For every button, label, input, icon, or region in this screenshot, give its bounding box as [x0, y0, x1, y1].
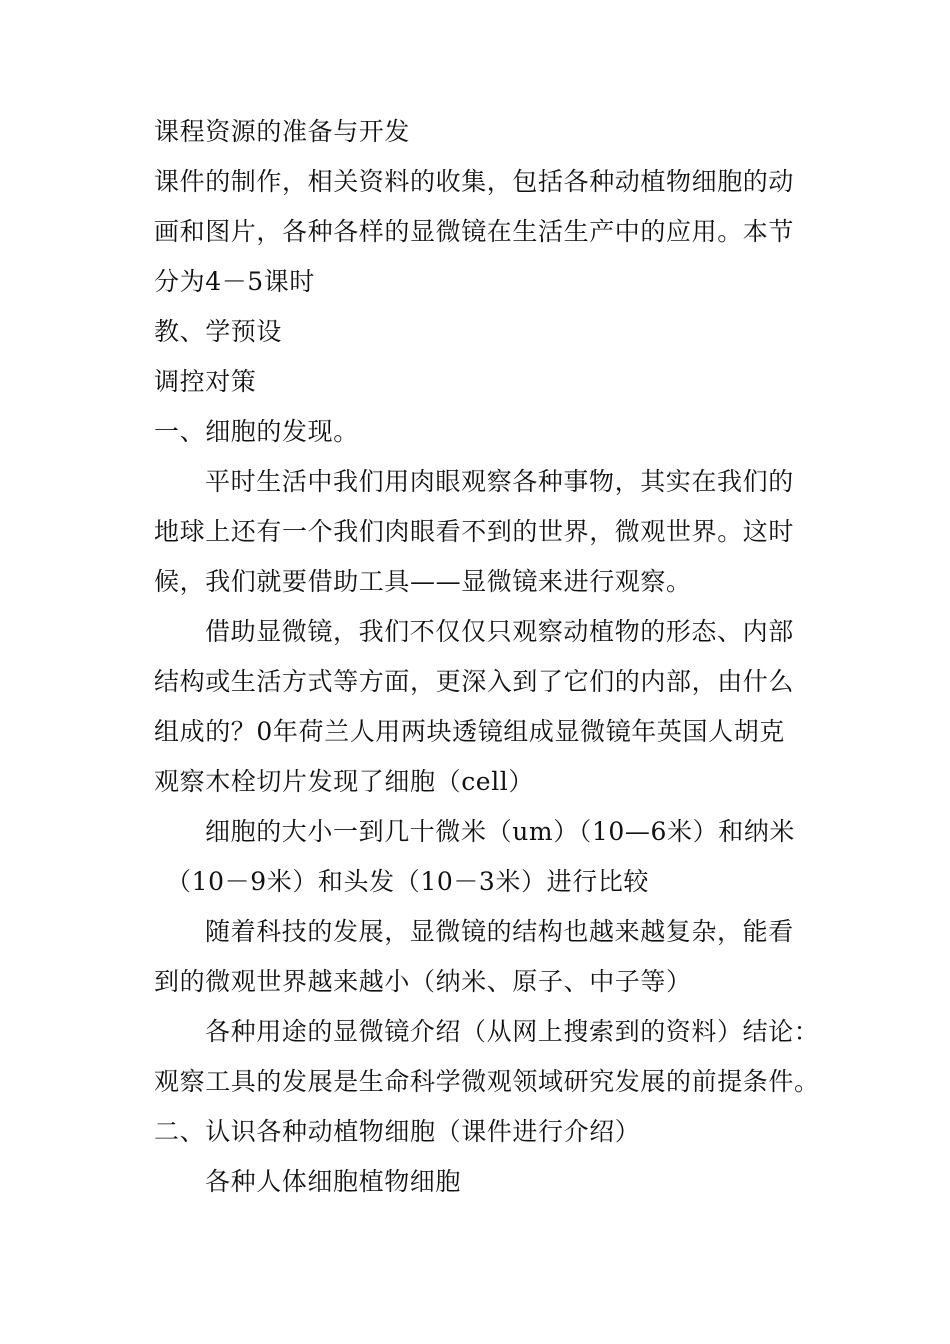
- paragraph-line: 结构或生活方式等方面，更深入到了它们的内部，由什么: [154, 667, 795, 696]
- paragraph-line: 画和图片，各种各样的显微镜在生活生产中的应用。本节: [154, 217, 795, 246]
- section-heading-cell-discovery: 一、细胞的发现。: [154, 417, 359, 446]
- paragraph-line: 分为4－5课时: [154, 267, 316, 296]
- paragraph-line: 随着科技的发展，显微镜的结构也越来越复杂，能看: [205, 917, 794, 946]
- paragraph-line: 细胞的大小一到几十微米（um）（10—6米）和纳米: [205, 817, 796, 846]
- paragraph-line: 到的微观世界越来越小（纳米、原子、中子等）: [154, 967, 692, 996]
- paragraph-line: 平时生活中我们用肉眼观察各种事物，其实在我们的: [205, 467, 794, 496]
- section-heading-resources: 课程资源的准备与开发: [154, 117, 411, 146]
- section-heading-preset: 教、学预设: [154, 317, 283, 346]
- paragraph-line: 地球上还有一个我们肉眼看不到的世界，微观世界。这时: [154, 517, 795, 546]
- paragraph-line: 组成的？0年荷兰人用两块透镜组成显微镜年英国人胡克: [154, 717, 785, 746]
- paragraph-line: 观察工具的发展是生命科学微观领域研究发展的前提条件。: [154, 1067, 820, 1096]
- paragraph-line: 课件的制作，相关资料的收集，包括各种动植物细胞的动: [154, 167, 795, 196]
- section-heading-control: 调控对策: [154, 367, 257, 396]
- paragraph-line: 候，我们就要借助工具——显微镜来进行观察。: [154, 567, 692, 596]
- paragraph-line: 借助显微镜，我们不仅仅只观察动植物的形态、内部: [205, 617, 794, 646]
- paragraph-line: 各种用途的显微镜介绍（从网上搜索到的资料）结论：: [205, 1017, 820, 1046]
- paragraph-line: 各种人体细胞植物细胞: [205, 1167, 462, 1196]
- paragraph-line: （10－9米）和头发（10－3米）进行比较: [166, 867, 650, 896]
- section-heading-cell-types: 二、认识各种动植物细胞（课件进行介绍）: [154, 1117, 641, 1146]
- paragraph-line: 观察木栓切片发现了细胞（cell）: [154, 767, 534, 796]
